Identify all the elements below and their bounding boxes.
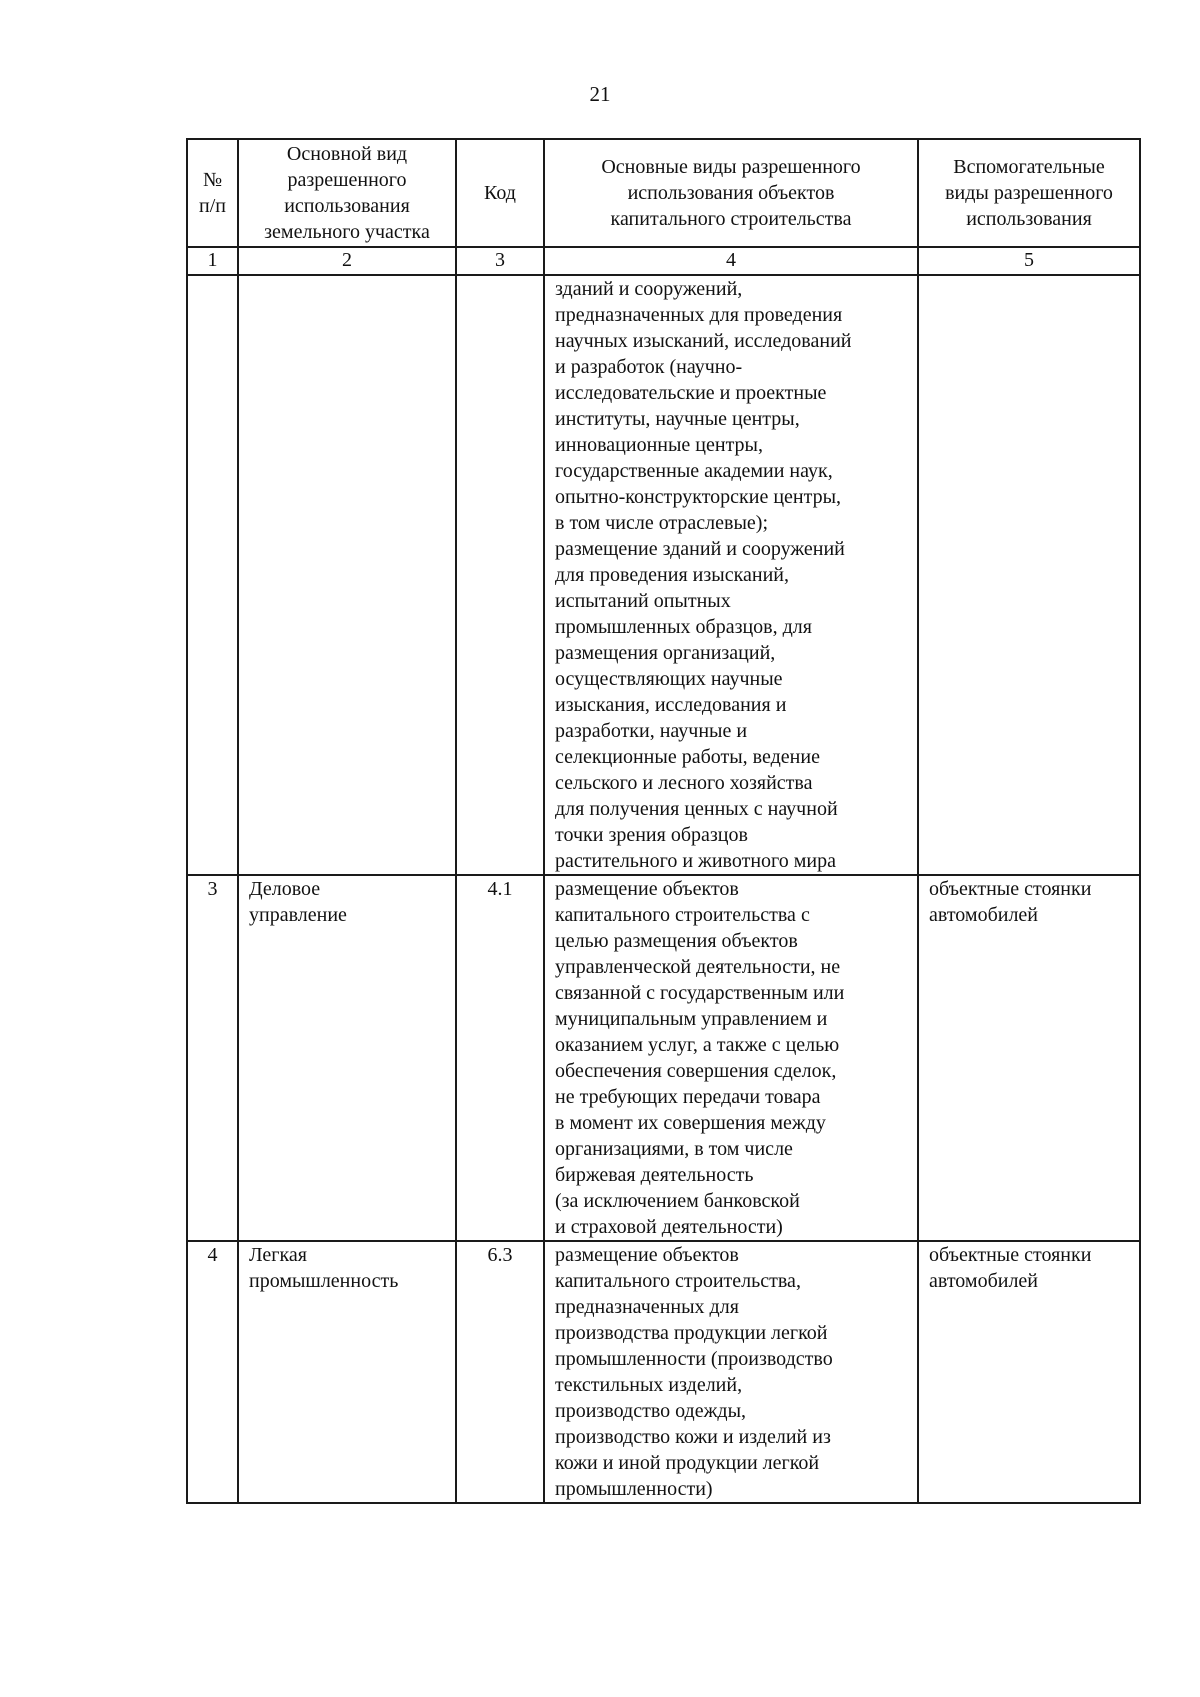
header-code: Код — [456, 139, 544, 247]
column-number-2: 2 — [238, 247, 456, 275]
land-use-table — [186, 138, 1141, 1504]
land-use-kind: Легкая промышленность — [238, 1241, 456, 1503]
header-number: № п/п — [187, 139, 238, 247]
row-number: 4 — [187, 1241, 238, 1503]
use-code: 4.1 — [456, 875, 544, 1241]
column-number-4: 4 — [544, 247, 918, 275]
column-number-5: 5 — [918, 247, 1140, 275]
header-land-use-kind: Основной вид разрешенного использования земельного участка — [238, 139, 456, 247]
table-row — [187, 275, 1140, 875]
table-header-row — [187, 139, 1140, 247]
auxiliary-uses: объектные стоянки автомобилей — [918, 875, 1140, 1241]
row-number — [187, 275, 238, 875]
use-code: 6.3 — [456, 1241, 544, 1503]
table-row — [187, 875, 1140, 1241]
capital-construction-description: размещение объектов капитального строительства, предназначенных для производства продукции легкой промышленности (производство текстильных изделий, производство одежды, производство кожи и изделий из кожи и иной продукции легкой промышленности) — [544, 1241, 918, 1503]
page-number: 21 — [589, 82, 611, 106]
land-use-kind: Деловое управление — [238, 875, 456, 1241]
table-row — [187, 1241, 1140, 1503]
land-use-kind — [238, 275, 456, 875]
capital-construction-description: размещение объектов капитального строительства с целью размещения объектов управленческой деятельности, не связанной с государственным или муниципальным управлением и оказанием услуг, а также с целью обеспечения совершения сделок, не требующих передачи товара в момент их совершения между организациями, в том числе биржевая деятельность (за исключением банковской и страховой деятельности) — [544, 875, 918, 1241]
column-number-3: 3 — [456, 247, 544, 275]
auxiliary-uses — [918, 275, 1140, 875]
column-number-1: 1 — [187, 247, 238, 275]
row-number: 3 — [187, 875, 238, 1241]
header-auxiliary-uses: Вспомогательные виды разрешенного использования — [918, 139, 1140, 247]
use-code — [456, 275, 544, 875]
auxiliary-uses: объектные стоянки автомобилей — [918, 1241, 1140, 1503]
header-capital-construction-uses: Основные виды разрешенного использования объектов капитального строительства — [544, 139, 918, 247]
column-number-row — [187, 247, 1140, 275]
capital-construction-description: зданий и сооружений, предназначенных для проведения научных изысканий, исследований и разработок (научно- исследовательские и проектные институты, научные центры, инновационные центры, государственные академии наук, опытно-конструкторские центры, в том числе отраслевые); размещение зданий и сооружений для проведения изысканий, испытаний опытных промышленных образцов, для размещения организаций, осуществляющих научные изыскания, исследования и разработки, научные и селекционные работы, ведение сельского и лесного хозяйства для получения ценных с научной точки зрения образцов растительного и животного мира — [544, 275, 918, 875]
